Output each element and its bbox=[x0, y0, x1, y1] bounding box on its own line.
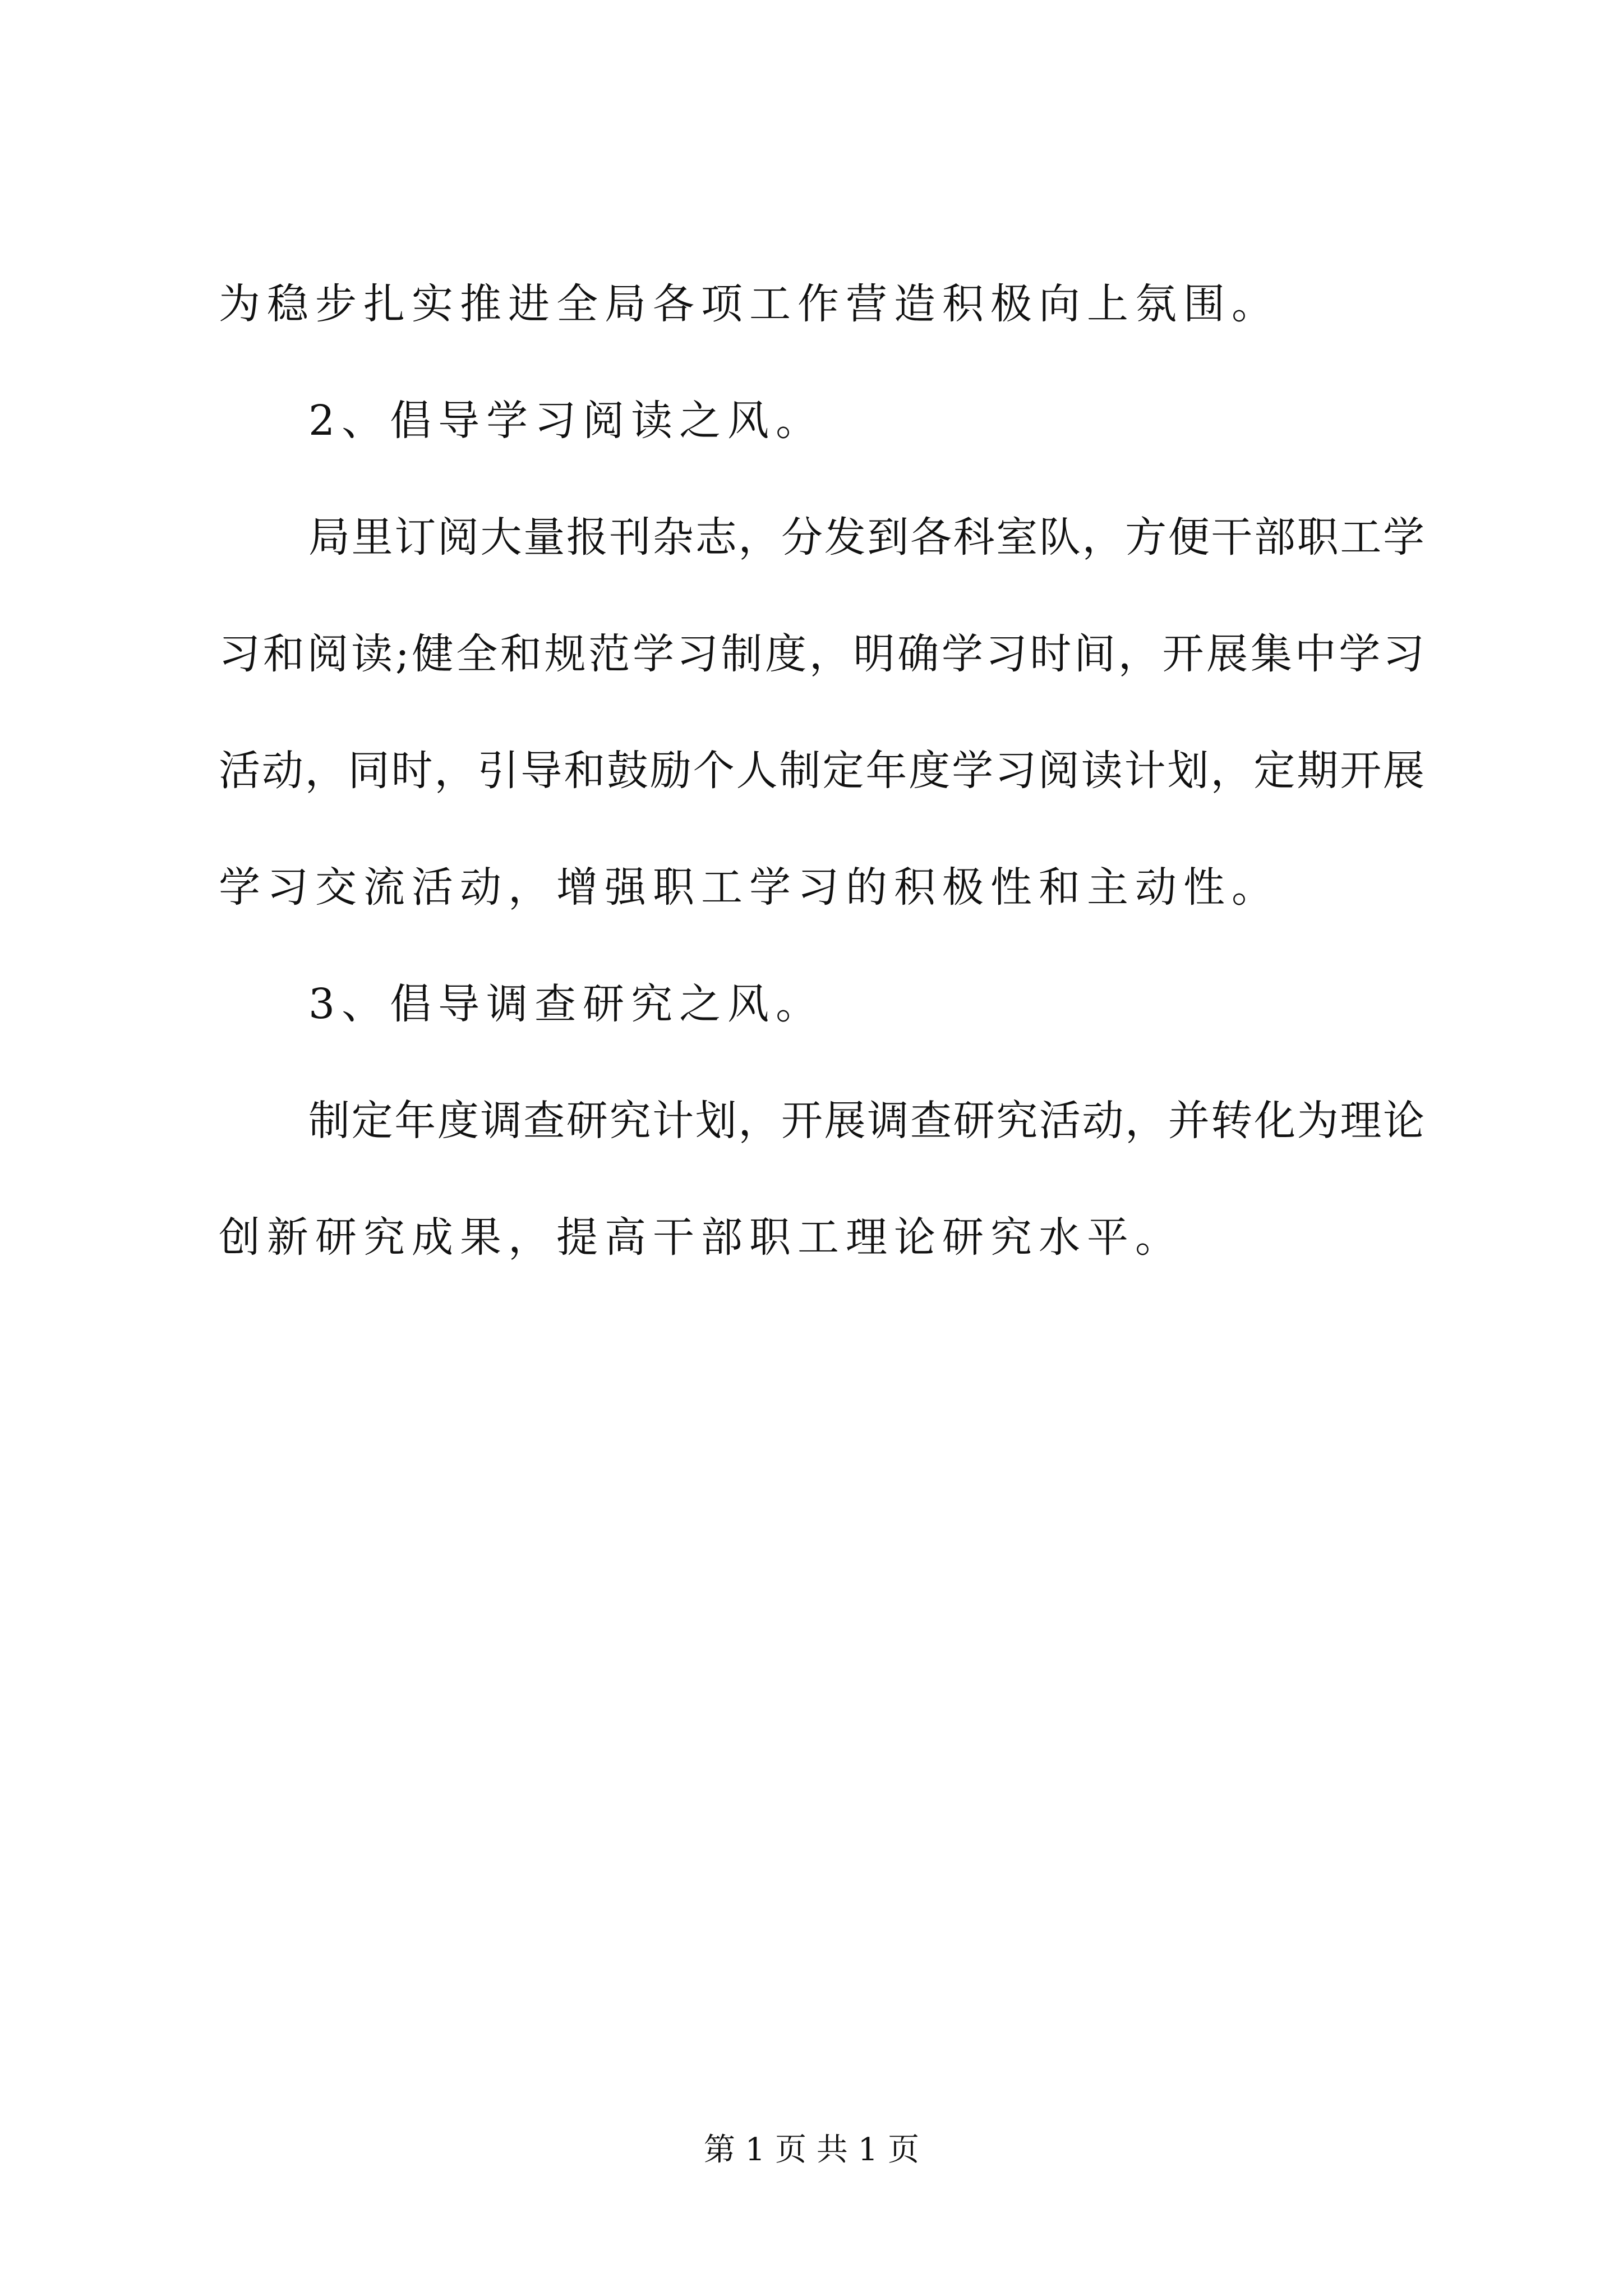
paragraph-line: 习和阅读;健全和规范学习制度，明确学习时间，开展集中学习 bbox=[219, 630, 1424, 678]
section-heading-2: 2、倡导学习阅读之风。 bbox=[308, 397, 824, 445]
page-footer: 第 1 页 共 1 页 bbox=[703, 2132, 920, 2168]
paragraph-line: 为稳步扎实推进全局各项工作营造积极向上氛围。 bbox=[219, 280, 1280, 328]
paragraph-line: 局里订阅大量报刊杂志，分发到各科室队，方便干部职工学 bbox=[308, 513, 1424, 562]
paragraph-line: 活动，同时，引导和鼓励个人制定年度学习阅读计划，定期开展 bbox=[219, 747, 1424, 795]
document-body bbox=[219, 280, 1424, 1333]
paragraph-line: 创新研究成果，提高干部职工理论研究水平。 bbox=[219, 1213, 1183, 1262]
paragraph-line: 制定年度调查研究计划，开展调查研究活动，并转化为理论 bbox=[308, 1097, 1424, 1145]
paragraph-line: 学习交流活动，增强职工学习的积极性和主动性。 bbox=[219, 863, 1280, 912]
section-heading-3: 3、倡导调查研究之风。 bbox=[308, 980, 824, 1028]
